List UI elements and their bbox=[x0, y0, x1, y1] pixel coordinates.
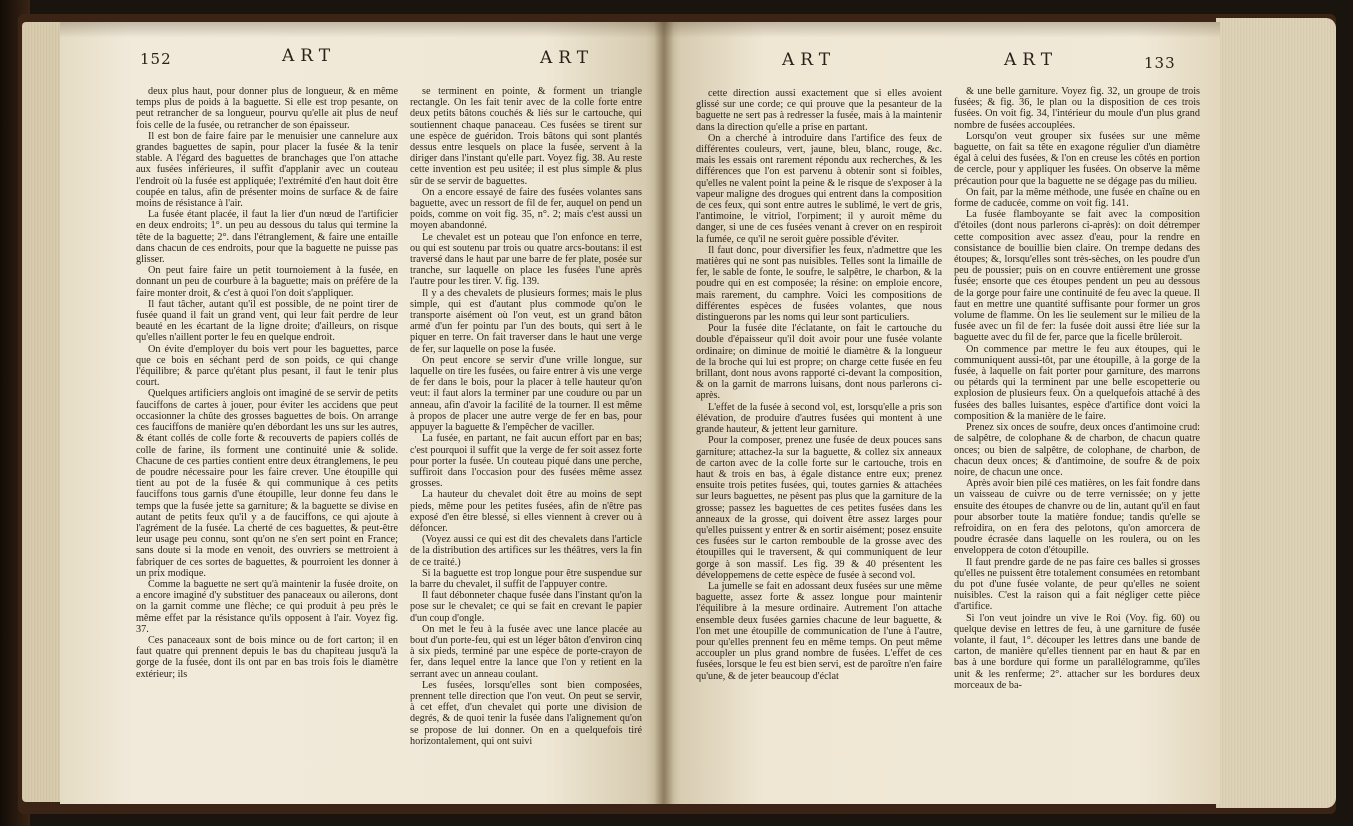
paragraph: Si l'on veut joindre un vive le Roi (Voy. fig. 60) ou quelque devise en lettres de feu, à une garniture de fusée volante, il faut, 1°. découper les lettres dans une bande de carton, de manière qu'elles tiennent par en haut & par en bas à une bordure qui forme un parallélogramme, qu'iles unit & les renferme; 2°. attacher sur les bordures deux morceaux de ba- bbox=[954, 612, 1200, 691]
right-page-number: 133 bbox=[1144, 54, 1176, 72]
paragraph: On peut encore se servir d'une vrille longue, sur laquelle on tire les fusées, ou faire entrer à vis une verge de fer dans le bois, pour la placer à telle hauteur qu'on veut: il faut alors la terminer par une coudure ou par un anneau, afin d'avoir la facilité de la tourner. Il est même à propos de placer une autre verge de fer en bas, pour appuyer la baguette & l'empêcher de vaciller. bbox=[410, 354, 642, 434]
right-running-head-right: ART bbox=[1004, 50, 1059, 70]
left-page-header bbox=[60, 46, 664, 78]
right-page-header bbox=[664, 52, 1220, 80]
right-page bbox=[664, 22, 1220, 804]
book-gutter-shadow bbox=[654, 22, 674, 804]
paragraph: Il faut débonneter chaque fusée dans l'instant qu'on la pose sur le chevalet; ce qui se fait en crevant le papier d'un coup d'ongle. bbox=[410, 590, 642, 624]
paragraph: On met le feu à la fusée avec une lance placée au bout d'un porte-feu, qui est un léger bâton d'environ cinq à six pieds, terminé par une espèce de porte-crayon de fer, dans lequel entre la lance que l'on y retient en la serrant avec un anneau coulant. bbox=[410, 623, 642, 680]
paragraph: La jumelle se fait en adossant deux fusées sur une même baguette, assez forte & assez longue pour maintenir l'équilibre à la mesure ordinaire. Autrement l'on attache ensemble deux fusées garnies chacune de leur baguette, & l'on met une étoupille de communication de l'une à l'autre, pour qu'elles prennent feu en même temps. On peut même accoupler un plus grand nombre de fusées. L'effet de ces fusées, lorsque le feu est bien servi, est de paroître n'en faire qu'une, & de jeter beaucoup d'éclat bbox=[696, 580, 942, 682]
right-running-head-left: ART bbox=[782, 50, 837, 70]
paragraph: La hauteur du chevalet doit être au moins de sept pieds, même pour les petites fusées, afin de n'être pas exposé d'en être blessé, si elles viennent à crever ou à défoncer. bbox=[410, 489, 642, 534]
paragraph: On a cherché à introduire dans l'artifice des feux de différentes couleurs, vert, jaune, bleu, blanc, rouge, &c. mais les essais ont rarement répondu aux recherches, & les différences que l'on est parvenu à obtenir sont si foibles, qu'elles ne valent point la peine & le risque de s'exposer à la vapeur maligne des drogues qui entrent dans la composition de ces feux, qui sont entre autres le sublimé, le vert de gris, l'antimoine, le vitriol, l'orpiment; il y auroit même du danger, si une de ces fusées venant à crever on en respiroit la fumée, ce qu'il ne seroit guère possible d'éviter. bbox=[696, 132, 942, 245]
left-running-head-left: ART bbox=[282, 46, 337, 66]
paragraph: On fait, par la même méthode, une fusée en chaîne ou en forme de caducée, comme on voit fig. 141. bbox=[954, 186, 1200, 210]
paragraph: & une belle garniture. Voyez fig. 32, un groupe de trois fusées; & fig. 36, le plan ou la disposition de ces trois fusées. On voit fig. 34, l'intérieur du moule d'un plus grand nombre de fusées accouplées. bbox=[954, 86, 1200, 131]
right-page-column-2 bbox=[954, 86, 1200, 786]
left-page-column-1 bbox=[136, 86, 398, 786]
left-page bbox=[60, 22, 664, 804]
paragraph: Il faut tâcher, autant qu'il est possible, de ne point tirer de fusée quand il fait un grand vent, qui leur fait perdre de leur beauté en les écartant de la ligne droite; d'ailleurs, on risque qu'elles n'aillent porter le feu en quelque endroit. bbox=[136, 298, 398, 344]
paragraph: Lorsqu'on veut grouper six fusées sur une même baguette, on fait sa tête en exagone régulier d'un diamètre égal à celui des fusées, & l'on en creuse les côtés en portion de cercle, pour y appliquer les fusées. On observe la même précaution pour que la baguette ne se dégage pas du milieu. bbox=[954, 130, 1200, 187]
paragraph: Pour la composer, prenez une fusée de deux pouces sans garniture; attachez-la sur la baguette, & collez six anneaux de carton avec de la colle forte sur le cartouche, trois en haut & trois en bas, à égale distance entre eux; prenez ensuite trois petites fusées, qui, toutes garnies & attachées sur leurs baguettes, ne pèsent pas plus que la garniture de la grosse; passez les baguettes de ces petites fusées dans les anneaux de la grosse, qui doivent être assez larges pour qu'elles puissent y entrer & en sortir aisément; posez ensuite ces fusées sur le carton rembouble de la grosse avec des étoupilles qui le traversent, & qui communiquent de leur gorge à son massif. Les fig. 39 & 40 présentent les développemens de cette espèce de fusée à second vol. bbox=[696, 435, 942, 581]
paragraph: Il faut donc, pour diversifier les feux, n'admettre que les matières qui ne sont pas nuisibles. Telles sont la limaille de fer, le sable de fonte, le soufre, le salpêtre, le charbon, & la poudre qui en est composée; la résine: on emploie encore, mais rarement, du camphre. Voici les compositions de différentes espèces de fusées volantes, que nous distinguerons par les noms qui leur sont particuliers. bbox=[696, 244, 942, 324]
paragraph: On évite d'employer du bois vert pour les baguettes, parce que ce bois en séchant perd de son poids, ce qui change l'équilibre; & parce qu'étant plus pesant, il faut le tenir plus court. bbox=[136, 343, 398, 389]
paragraph: Quelques artificiers anglois ont imaginé de se servir de petits fauciffons de cartes à jouer, pour éviter les accidens que peut occasionner la chûte des grosses baguettes de bois. On arrange ces fauciffons de manière qu'en débordant les uns sur les autres, & étant collés de colle forte & recouverts de papiers collés de colle de farine, ils forment une continuité unie & solide. Chacune de ces parties contient entre deux étranglemens, le peu de poudre nécessaire pour les faire crever. Une étoupille qui tient au pot de la fusée & qui communique à ces petits fauciffons tous garnis d'une étoupille, leur donne feu dans le temps que la fusée jette sa garniture; & la baguette se divise en autant de petits feux qu'il y a de fauciffons, ce qui ajoute à l'agrément de la fusée. La cherté de ces baguettes, & peut-être leur usage peu connu, sont qu'on ne s'en sert point en France; sans doute si la mode en venoit, des ouvriers se mettroient à fabriquer de ces sortes de baguettes, & pourroient les donner à un prix modique. bbox=[136, 388, 398, 579]
paragraph: Prenez six onces de soufre, deux onces d'antimoine crud: de salpêtre, de colophane & de charbon, de chacun quatre onces; ou bien de salpêtre, de colophane, de charbon, de chacun deux onces; & d'antimoine, de soufre & de poix noire, de chacun une once. bbox=[954, 422, 1200, 478]
right-page-column-1 bbox=[696, 88, 942, 788]
paragraph: Pour la fusée dite l'éclatante, on fait le cartouche du double d'épaisseur qu'il doit avoir pour une fusée volante ordinaire; on diminue de moitié le diamètre & la longueur de la broche qui lui est propre; on charge cette fusée en feu brillant, dont nous avons rapporté ci-devant la composition, & on la garnit de marrons luisans, dont nous parlerons ci-après. bbox=[696, 323, 942, 402]
paragraph: Il y a des chevalets de plusieurs formes; mais le plus simple, qui est d'autant plus commode qu'on le transporte aisément où l'on veut, est un grand bâton armé d'un fer pointu par l'un des bouts, qui sert à le piquer en terre. On fait traverser dans le haut une verge de fer, sur laquelle on pose la fusée. bbox=[410, 287, 642, 355]
paragraph: deux plus haut, pour donner plus de longueur, & en même temps plus de poids à la baguette. Si elle est trop pesante, on peut retrancher de sa longueur, pourvu qu'elle ait plus de neuf fois celle de la fusée, ou retrancher de son épaisseur. bbox=[136, 86, 398, 131]
paragraph: La fusée étant placée, il faut la lier d'un nœud de l'artificier en deux endroits; 1°. un peu au dessous du talus qui termine la tête de la baguette; 2°. dans l'étranglement, & faire une entaille dans chacun de ces endroits, pour que la baguette ne puisse pas glisser. bbox=[136, 209, 398, 266]
paragraph: Si la baguette est trop longue pour être suspendue sur la barre du chevalet, il suffit de l'appuyer contre. bbox=[410, 567, 642, 590]
paragraph: Les fusées, lorsqu'elles sont bien composées, prennent telle direction que l'on veut. On peut se servir, à cet effet, d'un chevalet qui porte une division de degrés, & de quoi tenir la fusée dans l'alignement qu'on se propose de lui donner. On en a quelquefois tiré horizontalement, qui ont suivi bbox=[410, 679, 642, 747]
left-page-column-2 bbox=[410, 86, 642, 786]
paragraph: On commence par mettre le feu aux étoupes, qui le communiquent aussi-tôt, par une étoupille, à la gorge de la fusée, à laquelle on fait porter pour garniture, des marrons ou pétards qui la terminent par une belle escopetterie ou explosion de plusieurs feux. On a quelquefois attaché à des fusées des balles luisantes, espèce d'artifice dont voici la composition & la manière de le faire. bbox=[954, 343, 1200, 422]
left-running-head-right: ART bbox=[540, 48, 595, 68]
paragraph: On peut faire faire un petit tournoiement à la fusée, en donnant un peu de courbure à la baguette; mais on préfère de la faire monter droit, & c'est à quoi l'on doit s'appliquer. bbox=[136, 265, 398, 299]
paragraph: cette direction aussi exactement que si elles avoient glissé sur une corde; ce qui prouve que la pesanteur de la baguette ne sert pas à redresser la fusée, mais à la maintenir dans la direction qu'elle a prise en partant. bbox=[696, 88, 942, 133]
page-edges-right bbox=[1216, 18, 1336, 808]
paragraph: La fusée flamboyante se fait avec la composition d'étoiles (dont nous parlerons ci-après): on doit détremper cette composition avec assez d'eau, pour la rendre en consistance de bouillie bien claire. On trempe dedans des étoupes; &, lorsqu'elles sont très-sèches, on les poudre d'un peu de poussier; puis on en couvre entièrement une grosse fusée; ensorte que ces étoupes pendent un peu au dessous de la gorge pour faire une continuité de feu avec la queue. Il faut en mettre une quantité suffisante pour former un gros volume de flamme. On les lie seulement sur le milieu de la fusée avec un fil de fer: la fusée doit aussi être liée sur la baguette avec du fil de fer, parce que la ficelle brûleroit. bbox=[954, 209, 1200, 344]
left-page-number: 152 bbox=[140, 50, 172, 68]
paragraph: Comme la baguette ne sert qu'à maintenir la fusée droite, on a encore imaginé d'y substituer des panaceaux ou ailerons, dont on la garnit comme une flèche; ce qui produit à peu près le même effet par la résistance qu'ils opposent à l'air. Voyez fig. 37. bbox=[136, 578, 398, 635]
paragraph: La fusée, en partant, ne fait aucun effort par en bas; c'est pourquoi il suffit que la verge de fer soit assez forte pour porter la fusée. Un couteau piqué dans une perche, suffiroit dans l'occasion pour des fusées même assez grosses. bbox=[410, 433, 642, 490]
paragraph: Il faut prendre garde de ne pas faire ces balles si grosses qu'elles ne puissent être totalement consumées en retombant du pot d'une fusée volante, de peur qu'elles ne soient nuisibles. C'est la raison qui a fait négliger cette pièce d'artifice. bbox=[954, 556, 1200, 613]
paragraph: (Voyez aussi ce qui est dit des chevalets dans l'article de la distribution des artifices sur les théâtres, vers la fin de ce traité.) bbox=[410, 534, 642, 568]
page-top-shadow bbox=[60, 22, 1220, 38]
paragraph: Il est bon de faire faire par le menuisier une cannelure aux grandes baguettes de sapin, pour placer la fusée & la tenir stable. A l'égard des baguettes de branchages que l'on attache aux fusées inférieures, il suffit d'applanir avec un couteau l'endroit où la fusée est appliquée; l'extrémité d'en haut doit être coupée en talus, afin de présenter moins de surface & de faire moins de résistance à l'air. bbox=[136, 130, 398, 210]
paragraph: se terminent en pointe, & forment un triangle rectangle. On les fait tenir avec de la colle forte entre deux petits bâtons couchés & liés sur le cartouche, qui soutiennent chaque panaceau. Ces fusées se tirent sur une espèce de guéridon. Trois bâtons qui sont plantés dessus entre lesquels on place la fusée, servent à la diriger dans l'instant qu'elle part. Voyez fig. 38. Au reste cette invention est peu usitée; il est plus simple & plus sûr de se servir de baguettes. bbox=[410, 86, 642, 187]
paragraph: L'effet de la fusée à second vol, est, lorsqu'elle a pris son élévation, de produire d'autres fusées qui montent à une grande hauteur, & jettent leur garniture. bbox=[696, 401, 942, 436]
paragraph: Ces panaceaux sont de bois mince ou de fort carton; il en faut quatre qui prennent depuis le bas du chapiteau jusqu'à la gorge de la fusée, dont ils ont par en bas trois fois le diamètre extérieur; ils bbox=[136, 634, 398, 680]
paragraph: On a encore essayé de faire des fusées volantes sans baguette, avec un ressort de fil de fer, auquel on pend un poids, comme on voit fig. 35, n°. 2; mais c'est aussi un moyen abandonné. bbox=[410, 186, 642, 232]
paragraph: Après avoir bien pilé ces matières, on les fait fondre dans un vaisseau de cuivre ou de terre vernissée; on y jette ensuite des étoupes de chanvre ou de lin, autant qu'il en faut pour absorber toute la matière fondue; tandis qu'elle se refroidira, on en fera des pelotons, qu'on amorcera de poudre écrasée dans laquelle on les roulera, ou on les enveloppera de coton d'étoupille. bbox=[954, 478, 1200, 557]
paragraph: Le chevalet est un poteau que l'on enfonce en terre, ou qui est soutenu par trois ou quatre arcs-boutans: il est traversé dans le haut par une barre de fer plate, posée sur tranche, sur laquelle on place les fusées l'une après l'autre pour les tirer. V. fig. 139. bbox=[410, 231, 642, 288]
